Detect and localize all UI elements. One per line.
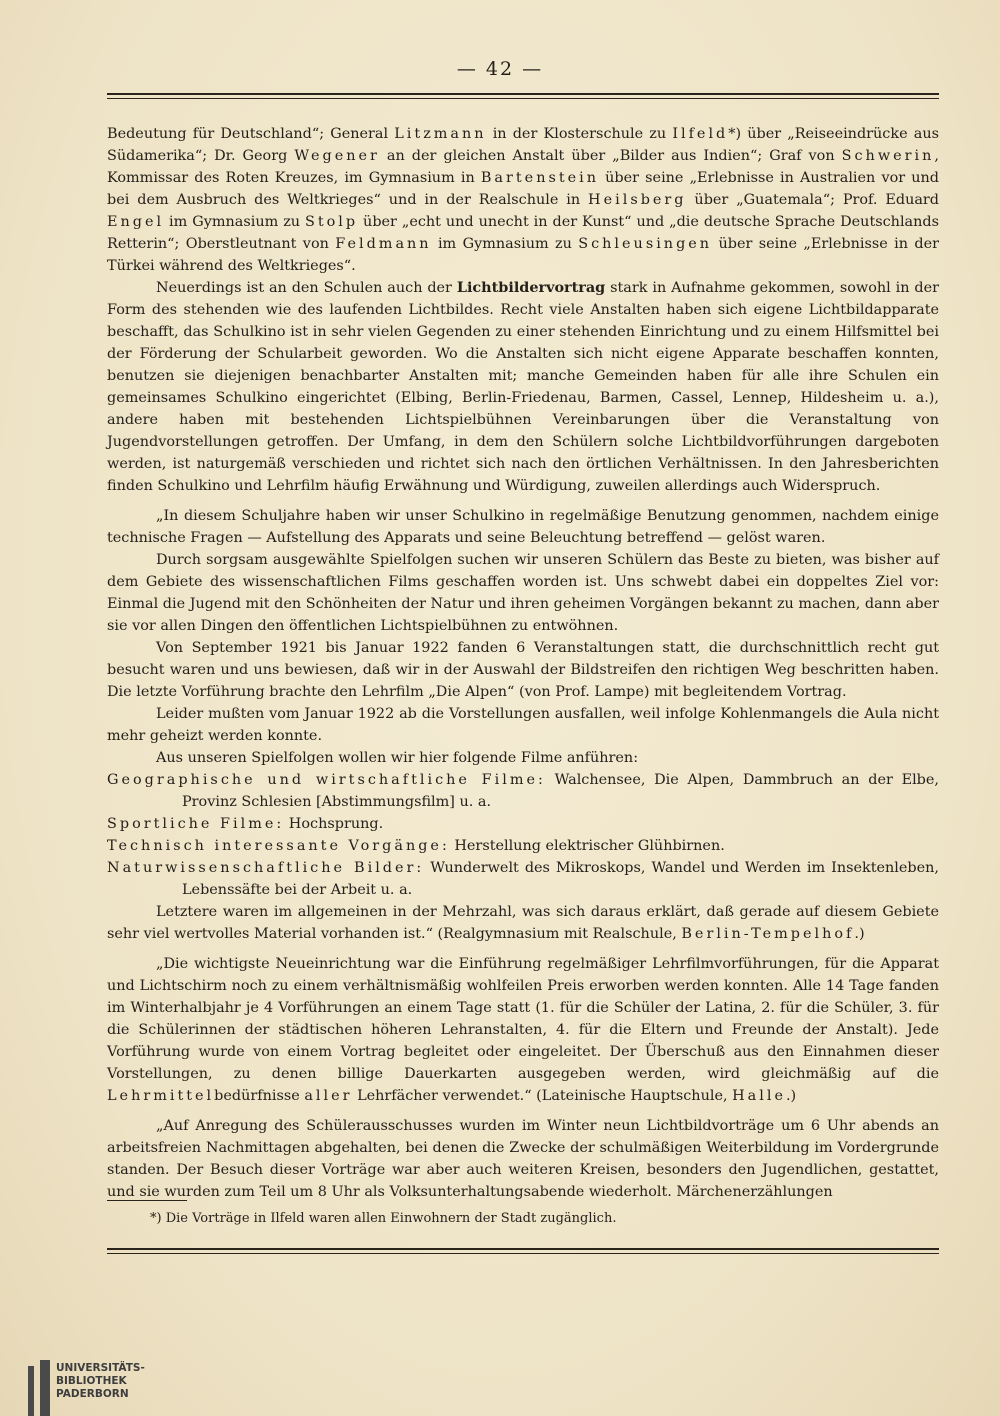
footnote: *) Die Vorträge in Ilfeld waren allen Einwohnern der Stadt zugänglich.: [150, 1211, 617, 1226]
top-rule-thin: [107, 98, 939, 99]
logo-mark: [40, 1360, 50, 1416]
paragraph-5: Von September 1921 bis Januar 1922 fanden 6 Veranstaltungen statt, die durchschnittlich recht gut besucht waren und uns bewiesen, daß wir in der Auswahl der Bildstreifen den richtigen Weg beschritten haben. Die letzte Vorführung brachte den Lehrfilm „Die Alpen“ (von Prof. Lampe) mit begleitendem Vortrag.: [107, 640, 939, 700]
paragraph-3: „In diesem Schuljahre haben wir unser Schulkino in regelmäßige Benutzung genommen, nachdem einige technische Fragen — Aufstellung des Apparats und seine Beleuchtung betreffend — gelöst waren.: [107, 508, 939, 546]
paragraph-10: „Auf Anregung des Schülerausschusses wurden im Winter neun Lichtbildvorträge um 6 Uhr abends an arbeitsfreien Nachmittagen abgehalten, bei denen die Zwecke der schulmäßigen Weiterbildung im Vordergrunde standen. Der Besuch dieser Vorträge war aber auch weiteren Kreisen, besonders den Jugendlichen, gestattet, und sie wurden zum Teil um 8 Uhr als Volksunterhaltungsabende wiederholt. Märchenerzählungen: [107, 1118, 939, 1200]
logo-line-1: UNIVERSITÄTS-: [56, 1362, 145, 1374]
film-list-item: Technisch interessante Vorgänge: Herstellung elektrischer Glühbirnen.: [107, 838, 725, 854]
film-list-item: Geographische und wirtschaftliche Filme: Walchensee, Die Alpen, Dammbruch an der Elbe, Provinz Schlesien [Abstimmungsfilm] u. a.: [107, 772, 939, 810]
logo-mark-small: [28, 1366, 34, 1416]
paragraph-6: Leider mußten vom Januar 1922 ab die Vorstellungen ausfallen, weil infolge Kohlenmangels die Aula nicht mehr geheizt werden konnte.: [107, 706, 939, 744]
logo-text: [56, 1362, 145, 1401]
page-number: — 42 —: [456, 58, 544, 80]
film-list-item: Sportliche Filme: Hochsprung.: [107, 816, 384, 832]
paragraph-1: Bedeutung für Deutschland“; General Litzmann in der Klosterschule zu Ilfeld*) über „Reiseeindrücke aus Südamerika“; Dr. Georg Wegener an der gleichen Anstalt über „Bilder aus Indien“; Graf von Schwerin, Kommissar des Roten Kreuzes, im Gymnasium in Bartenstein über seine „Erlebnisse in Australien vor und bei dem Ausbruch des Weltkrieges“ und in der Realschule in Heilsberg über „Guatemala“; Prof. Eduard Engel im Gymnasium zu Stolp über „echt und unecht in der Kunst“ und „die deutsche Sprache Deutschlands Retterin“; Oberstleutnant von Feldmann im Gymnasium zu Schleusingen über seine „Erlebnisse in der Türkei während des Weltkrieges“.: [107, 126, 940, 274]
paragraph-2: Neuerdings ist an den Schulen auch der Lichtbildervortrag stark in Aufnahme gekommen, sowohl in der Form des stehenden wie des laufenden Lichtbildes. Recht viele Anstalten haben sich eigene Lichtbildapparate beschafft, das Schulkino ist in sehr vielen Gegenden zu einer stehenden Einrichtung und zu einem Hilfsmittel bei der Förderung der Schularbeit geworden. Wo die Anstalten sich nicht eigene Apparate beschaffen konnten, benutzen sie diejenigen benachbarter Anstalten mit; manche Gemeinden haben für alle ihre Schulen ein gemeinsames Schulkino eingerichtet (Elbing, Berlin-Friedenau, Barmen, Cassel, Lennep, Hildesheim u. a.), andere haben mit bestehenden Lichtspielbühnen Vereinbarungen über die Veranstaltung von Jugendvorstellungen getroffen. Der Umfang, in dem den Schülern solche Lichtbildvorführungen dargeboten werden, ist naturgemäß verschieden und richtet sich nach den örtlichen Verhältnissen. In den Jahresberichten finden Schulkino und Lehrfilm häufig Erwähnung und Würdigung, zuweilen allerdings auch Widerspruch.: [107, 279, 939, 494]
film-list-item: Naturwissenschaftliche Bilder: Wunderwelt des Mikroskops, Wandel und Werden im Insektenleben, Lebenssäfte bei der Arbeit u. a.: [107, 860, 939, 898]
footnote-rule: [107, 1200, 187, 1201]
paragraph-8: Letztere waren im allgemeinen in der Mehrzahl, was sich daraus erklärt, daß gerade auf diesem Gebiete sehr viel wertvolles Material vorhanden ist.“ (Realgymnasium mit Realschule, Berlin-Tempelhof.): [107, 904, 939, 942]
top-rule: [107, 93, 939, 95]
logo-line-2: BIBLIOTHEK: [56, 1375, 127, 1387]
paragraph-4: Durch sorgsam ausgewählte Spielfolgen suchen wir unseren Schülern das Beste zu bieten, was bisher auf dem Gebiete des wissenschaftlichen Films geschaffen worden ist. Uns schwebt dabei ein doppeltes Ziel vor: Einmal die Jugend mit den Schönheiten der Natur und ihren geheimen Vorgängen bekannt zu machen, dann aber sie vor allen Dingen den öffentlichen Lichtspielbühnen zu entwöhnen.: [107, 552, 939, 634]
bottom-rule: [107, 1248, 939, 1250]
logo-line-3: PADERBORN: [56, 1388, 129, 1400]
paragraph-7: Aus unseren Spielfolgen wollen wir hier folgende Filme anführen:: [156, 750, 639, 766]
library-logo: [0, 1360, 180, 1416]
body-text: [107, 123, 939, 1203]
bottom-rule-thin: [107, 1253, 939, 1254]
paragraph-9: „Die wichtigste Neueinrichtung war die Einführung regelmäßiger Lehrfilmvorführungen, für die Apparat und Lichtschirm noch zu einem verhältnismäßig wohlfeilen Preis erworben werden konnten. Alle 14 Tage fanden im Winterhalbjahr je 4 Vorführungen an einem Tage statt (1. für die Schüler der Latina, 2. für die Schüler, 3. für die Schülerinnen der städtischen höheren Lehranstalten, 4. für die Eltern und Freunde der Anstalt). Jede Vorführung wurde von einem Vortrag begleitet oder eingeleitet. Der Überschuß aus den Einnahmen dieser Vorstellungen, zu denen billige Dauerkarten ausgegeben werden, wird gleichmäßig auf die Lehrmittelbedürfnisse aller Lehrfächer verwendet.“ (Lateinische Hauptschule, Halle.): [107, 956, 939, 1104]
